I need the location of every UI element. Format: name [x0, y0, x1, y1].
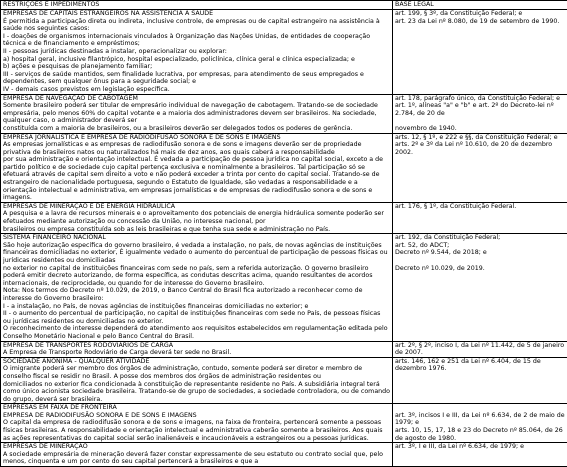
restriction-text: II - pessoas jurídicas destinadas a instalar, operacionalizar ou explorar:: [3, 48, 390, 56]
legal-basis-cell: [393, 94, 567, 133]
legal-basis-text: arts. 2º e 3º da Lei nº 10.610, de 20 de dezembro 2002.: [395, 141, 565, 156]
legal-basis-text: art. 52, do ADCT;: [395, 242, 565, 250]
restriction-text: IV - demais casos previstos em legislação específica.: [3, 86, 390, 94]
legal-basis-cell: [393, 357, 567, 404]
header-legal-basis: BASE LEGAL: [393, 1, 567, 10]
restriction-cell: [1, 202, 393, 233]
table-row: [1, 234, 567, 341]
restriction-text: I - a instalação, no País, de novas agências de instituições financeiras domiciliadas no exterior; e: [3, 303, 390, 311]
table-row: [1, 202, 567, 233]
legal-basis-text: art. 23 da Lei nº 8.080, de 19 de setembro de 1990.: [395, 18, 565, 26]
legal-basis-text: Decreto nº 10.029, de 2019.: [395, 265, 565, 273]
restriction-text: SISTEMA FINANCEIRO NACIONAL: [3, 234, 390, 242]
table-row: [1, 10, 567, 95]
legal-basis-text: arts. 146, 162 e 251 da Lei nº 6.404, de 15 de dezembro 1976.: [395, 358, 565, 373]
restriction-text: O imigrante poderá ser membro dos órgãos de administração, contudo, somente poderá ser diretor e membro de conselho fiscal se residir no Brasil. A posse dos membros dos órgãos de administração residentes ou: [3, 365, 390, 380]
restriction-text: EMPRESAS DE CAPITAIS ESTRANGEIROS NA ASSISTÊNCIA À SAÚDE: [3, 10, 390, 18]
restriction-text: a) hospital geral, inclusive filantrópico, hospital especializado, policlínica, clínica geral e clínica especializada; e: [3, 56, 390, 64]
restriction-text: EMPRESA DE TRANSPORTES RODOVIÁRIOS DE CARGA: [3, 342, 390, 350]
legal-basis-text: Decreto nº 9.544, de 2018; e: [395, 249, 565, 257]
restriction-text: O capital da empresa de radiodifusão sonora e de sons e imagens, na faixa de fronteira, pertencerá somente a pessoas físicas brasileiras. A responsabilidade e orientação intelectual e administrativa caberão somente a brasileiros. Aos quais as ações representativas do capital social serão inalienáveis e incaucionáveis a estrangeiros ou a pessoas jurídicas.: [3, 419, 390, 442]
legal-basis-cell: [393, 341, 567, 357]
restriction-text: EMPRESAS DE MINERAÇÃO E DE ENERGIA HIDRÁULICA: [3, 203, 390, 211]
restriction-text: por sua administração e orientação intelectual. É vedada a participação de pessoa jurídica no capital social, exceto a de partido político e de sociedade cujo capital pertença exclusiva e nominalmente a brasileiros. Tal participação só se efetuará através de capital sem direito a voto e não poderá exceder a trinta por cento do capital social. Tratando-se de: [3, 156, 390, 179]
table-row: [1, 404, 567, 443]
restriction-text: estrangeiro de nacionalidade portuguesa, segundo o Estatuto de Igualdade, são vedadas a responsabilidade e a orientação intelectual e administrativa, em empresas jornalísticas e de empresas de radiodifusão sonora e de sons e imagens.: [3, 179, 390, 202]
restriction-cell: [1, 341, 393, 357]
restriction-text: São hoje autorização específica do governo brasileiro, é vedada a instalação, no país, de novas agências de instituições financeiras domiciliadas no exterior, É igualmente vedado o aumento do percentual de participação de pessoas físicas ou jurídicas residentes ou domiciliadas: [3, 242, 390, 265]
restriction-text: EMPRESA JORNALÍSTICA E EMPRESA DE RADIODIFUSÃO SONORA E DE SONS E IMAGENS: [3, 134, 390, 142]
table-row: [1, 94, 567, 133]
legal-basis-cell: [393, 133, 567, 202]
legal-basis-cell: [393, 234, 567, 341]
restriction-text: I - doações de organismos internacionais vinculados à Organização das Nações Unidas, de entidades de cooperação técnica e de financiamento e empréstimos;: [3, 33, 390, 48]
restriction-text: A Empresa de Transporte Rodoviário de Carga deverá ter sede no Brasil.: [3, 349, 390, 357]
legal-basis-text: arts. 12, § 1º, e 222 e §§, da Constituição Federal; e: [395, 134, 565, 142]
restriction-cell: [1, 133, 393, 202]
restriction-text: É permitida a participação direta ou indireta, inclusive controle, de empresas ou de capital estrangeiro na assistência à saúde nos seguintes casos:: [3, 18, 390, 33]
restriction-text: constituída com a maioria de brasileiros, ou a brasileiros deverão ser delegados todos os poderes de gerência.: [3, 125, 390, 133]
restriction-text: b) ações e pesquisas de planejamento familiar;: [3, 63, 390, 71]
restriction-text: domiciliados no exterior fica condicionada à constituição de representante residente no País. A subsidiária integral terá como único acionista sociedade brasileira. Tratando-se de grupo de sociedades, a sociedade controladora, ou de comando do grupo, deverá ser brasileira.: [3, 381, 390, 404]
legal-basis-text: [395, 257, 565, 265]
restriction-text: EMPRESAS EM FAIXA DE FRONTEIRA: [3, 404, 390, 412]
restriction-cell: [1, 357, 393, 404]
restriction-text: brasileiros ou empresa constituída sob as leis brasileiras e que tenha sua sede e administração no País.: [3, 226, 390, 234]
restriction-text: no exterior no capital de instituições financeiras com sede no país, sem a referida autorização. O governo brasileiro poderá emitir decreto autorizando, de forma específica, as condutas descritas acima, quando resultantes de acordos internacionais, de reciprocidade, ou quando for de interesse do Governo brasileiro.: [3, 265, 390, 288]
legal-basis-text: art. 3º, incisos I e III, da Lei nº 6.634, de 2 de maio de 1979; e: [395, 412, 565, 427]
restriction-cell: [1, 404, 393, 443]
restriction-text: A pesquisa e a lavra de recursos minerais e o aproveitamento dos potenciais de energia hidráulica somente poderão ser efetuados mediante autorização ou concessão da União, no interesse nacional, por: [3, 210, 390, 225]
restriction-cell: [1, 234, 393, 341]
restriction-text: A sociedade empresária de mineração deverá fazer constar expressamente de seu estatuto ou contrato social que, pelo menos, cinquenta e um por cento do seu capital pertencerá a brasileiros e que a: [3, 451, 390, 466]
restriction-text: EMPRESA DE NAVEGAÇÃO DE CABOTAGEM: [3, 95, 390, 103]
legal-basis-cell: [393, 404, 567, 443]
legal-basis-cell: [393, 443, 567, 467]
table-row: [1, 443, 567, 467]
restriction-text: O reconhecimento de interesse dependerá do atendimento aos requisitos estabelecidos em regulamentação editada pelo Conselho Monetário Nacional e pelo Banco Central do Brasil.: [3, 325, 390, 340]
legal-basis-cell: [393, 10, 567, 95]
legal-basis-text: art. 192, da Constituição Federal;: [395, 234, 565, 242]
legal-basis-text: novembro de 1940.: [395, 125, 565, 133]
restriction-text: Somente brasileiro poderá ser titular de empresário individual de navegação de cabotagem. Tratando-se de sociedade empresária, pelo menos 60% do capital votante e a maioria dos administradores devem ser brasileiros. Na sociedade, qualquer caso, o administrador deverá ser: [3, 102, 390, 125]
legal-basis-text: [395, 404, 565, 412]
restriction-text: II - o aumento do percentual de participação, no capital de instituições financeiras com sede no País, de pessoas físicas ou jurídicas residentes ou domiciliadas no exterior.: [3, 310, 390, 325]
header-restrictions: RESTRIÇÕES E IMPEDIMENTOS: [1, 1, 393, 10]
table-row: [1, 341, 567, 357]
legal-basis-text: art. 2º, § 2º, inciso I, da Lei nº 11.442, de 5 de janeiro de 2007.: [395, 342, 565, 357]
restriction-cell: [1, 94, 393, 133]
legal-basis-text: art. 199, § 3º, da Constituição Federal; e: [395, 10, 565, 18]
legal-basis-text: art. 3º, I e III, da Lei nº 6.634, de 1979; e: [395, 443, 565, 451]
table-row: [1, 133, 567, 202]
legal-basis-text: arts. 10, 15, 17, 18 e 23 do Decreto nº 85.064, de 26 de agosto de 1980.: [395, 427, 565, 442]
table-row: [1, 357, 567, 404]
restriction-text: As empresas jornalísticas e as empresas de radiodifusão sonora e de sons e imagens deverão ser de propriedade privativa de brasileiros natos ou naturalizados há mais de dez anos, aos quais caberá a responsabilidade: [3, 141, 390, 156]
table-header-row: [1, 1, 567, 10]
legal-basis-text: art. 178, parágrafo único, da Constituição Federal; e art. 1º, alíneas "a" e "b" e art. 2º do Decreto-lei nº 2.784, de 20 de: [395, 95, 565, 118]
legal-basis-text: [395, 117, 565, 125]
legal-basis-text: art. 176, § 1º, da Constituição Federal.: [395, 203, 565, 211]
legal-basis-cell: [393, 202, 567, 233]
restriction-text: SOCIEDADE ANÔNIMA - QUALQUER ATIVIDADE: [3, 358, 390, 366]
restriction-cell: [1, 443, 393, 467]
restriction-cell: [1, 10, 393, 95]
restriction-text: EMPRESA DE RADIODIFUSÃO SONORA E DE SONS E IMAGENS: [3, 412, 390, 420]
restriction-text: EMPRESAS DE MINERAÇÃO: [3, 443, 390, 451]
restriction-text: III - serviços de saúde mantidos, sem finalidade lucrativa, por empresas, para atendimento de seus empregados e dependentes, sem qualquer ônus para a seguridade social; e: [3, 71, 390, 86]
restriction-text: Nota: Nos termos do Decreto nº 10.029, de 2019, o Banco Central do Brasil fica autorizado a reconhecer como de interesse do Governo brasileiro:: [3, 287, 390, 302]
